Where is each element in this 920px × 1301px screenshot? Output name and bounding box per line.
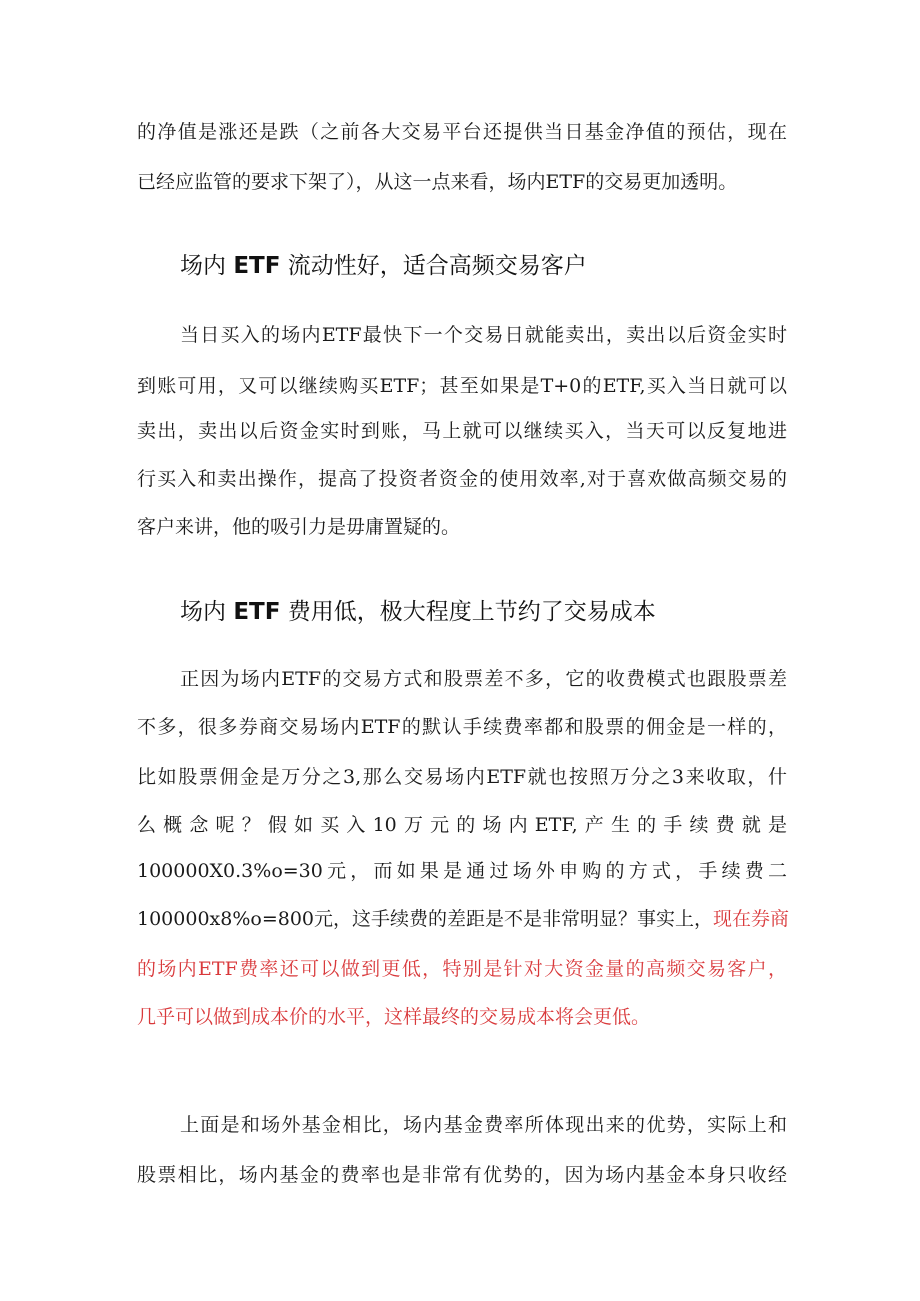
section2-heading <box>180 596 656 628</box>
section1-line-2: 到账可用，又可以继续购买ETF；甚至如果是T+0的ETF,买入当日就可以 <box>137 375 787 397</box>
section2-highlight-line-2: 几乎可以做到成本价的水平，这样最终的交易成本将会更低。 <box>137 1006 651 1028</box>
section1-line-5: 客户来讲，他的吸引力是毋庸置疑的。 <box>137 516 461 538</box>
section2-highlight-line-1: 的场内ETF费率还可以做到更低，特别是针对大资金量的高频交易客户， <box>137 958 787 980</box>
intro-line-2: 已经应监管的要求下架了），从这一点来看，场内ETF的交易更加透明。 <box>137 171 738 193</box>
closing-line-2: 股票相比，场内基金的费率也是非常有优势的，因为场内基金本身只收经 <box>137 1164 787 1186</box>
section1-heading-post: 流动性好，适合高频交易客户 <box>280 253 587 279</box>
section2-line-2: 不多，很多券商交易场内ETF的默认手续费率都和股票的佣金是一样的， <box>137 716 787 738</box>
section1-line-4: 行买入和卖出操作，提高了投资者资金的使用效率,对于喜欢做高频交易的 <box>137 468 787 490</box>
section2-heading-pre: 场内 <box>180 599 234 625</box>
section1-heading <box>180 250 587 282</box>
section2-heading-post: 费用低，极大程度上节约了交易成本 <box>280 599 656 625</box>
section2-line-6-text: 100000x8%o=800元，这手续费的差距是不是非常明显？事实上， <box>137 908 714 930</box>
section2-line-4: 么概念呢？假如买入10万元的场内ETF,产生的手续费就是 <box>137 814 787 836</box>
section2-line-6-highlight: 现在券商 <box>713 908 790 930</box>
section2-heading-bold: ETF <box>233 599 281 625</box>
section2-line-6 <box>137 905 790 933</box>
section1-heading-bold: ETF <box>233 253 281 279</box>
section1-line-3: 卖出，卖出以后资金实时到账，马上就可以继续买入，当天可以反复地进 <box>137 420 787 442</box>
section2-line-5: 100000X0.3%o=30元，而如果是通过场外申购的方式，手续费二 <box>137 860 787 882</box>
closing-line-1: 上面是和场外基金相比，场内基金费率所体现出来的优势，实际上和 <box>180 1114 787 1136</box>
section1-line-1: 当日买入的场内ETF最快下一个交易日就能卖出，卖出以后资金实时 <box>180 324 787 346</box>
section2-line-1: 正因为场内ETF的交易方式和股票差不多，它的收费模式也跟股票差 <box>180 668 787 690</box>
intro-line-1: 的净值是涨还是跌（之前各大交易平台还提供当日基金净值的预估，现在 <box>137 121 787 143</box>
section2-line-3: 比如股票佣金是万分之3,那么交易场内ETF就也按照万分之3来收取，什 <box>137 766 787 788</box>
section1-heading-pre: 场内 <box>180 253 234 279</box>
